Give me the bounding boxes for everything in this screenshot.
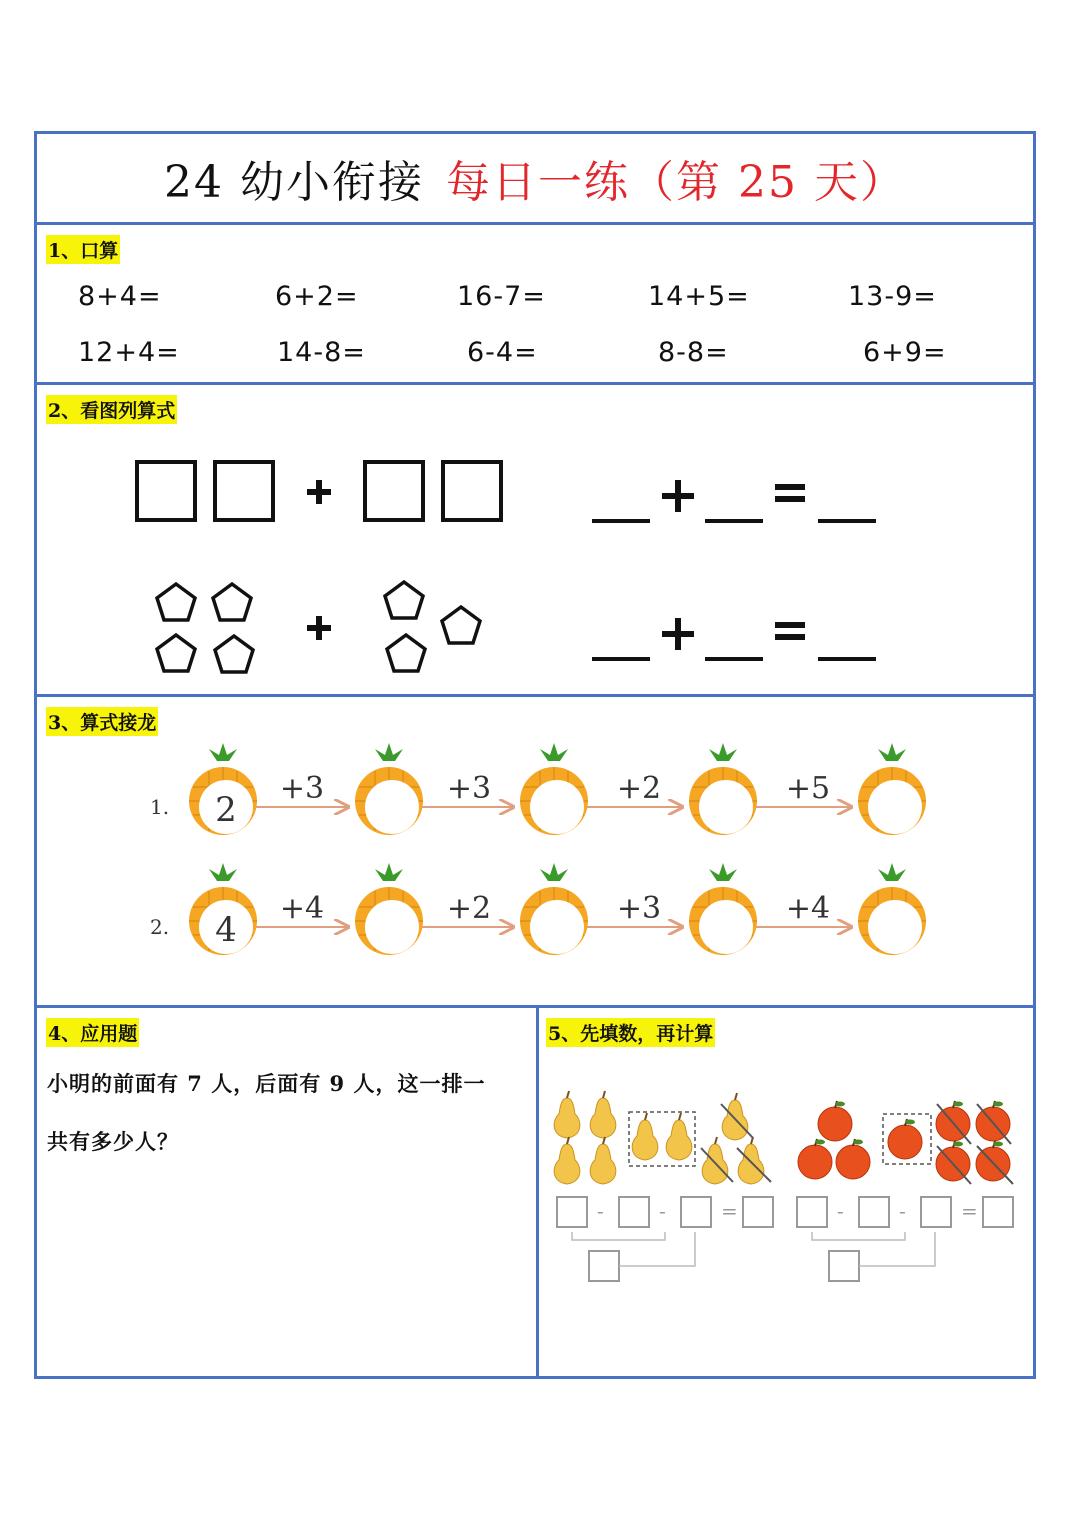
- chain-row-1: [189, 743, 926, 835]
- pentagon-shape: [213, 584, 251, 620]
- pear-icon: [554, 1137, 580, 1184]
- pentagon-shape: [157, 635, 195, 671]
- section-picture-equation: [37, 385, 1033, 697]
- blank-equation-1: [592, 480, 876, 523]
- pear-icon: [632, 1113, 658, 1160]
- answer-box[interactable]: [743, 1197, 773, 1227]
- chain-1-op: +3: [279, 771, 325, 806]
- chain-2-index: 2.: [150, 915, 170, 939]
- answer-box[interactable]: [921, 1197, 951, 1227]
- apple-icon: [936, 1101, 970, 1141]
- section-mental-math: [37, 225, 1033, 385]
- chain-2-start: 4: [215, 910, 237, 950]
- pineapple-icon: [689, 743, 757, 835]
- equals-sign: =: [721, 1199, 738, 1223]
- section-3-label: 3、算式接龙: [46, 707, 158, 736]
- title-row: [37, 134, 1033, 225]
- answer-box[interactable]: [557, 1197, 587, 1227]
- title-red: 每日一练（第 25 天）: [446, 157, 906, 208]
- pineapple-icon: [858, 863, 926, 955]
- word-problem-line-1: 小明的前面有 7 人，后面有 9 人，这一排一: [47, 1071, 486, 1096]
- pentagon-shape: [157, 584, 195, 620]
- calc-item: 14+5=: [648, 281, 750, 312]
- page-title: [37, 134, 1033, 222]
- answer-box[interactable]: [681, 1197, 711, 1227]
- square-shape: [443, 462, 501, 520]
- minus-sign: -: [837, 1199, 844, 1223]
- pear-icon: [702, 1137, 728, 1184]
- calc-item: 16-7=: [457, 281, 546, 312]
- chain-2-op: +4: [785, 891, 831, 926]
- pentagon-shape: [385, 582, 423, 618]
- chain-1-op: +2: [616, 771, 662, 806]
- apple-icon: [888, 1119, 922, 1159]
- pentagon-shape: [387, 635, 425, 671]
- word-problem-line-2: 共有多少人？: [47, 1129, 179, 1154]
- calc-item: 6-4=: [467, 337, 538, 368]
- pineapple-icon: [355, 743, 423, 835]
- equation-chain-art: [37, 697, 1033, 1005]
- calc-item: 14-8=: [277, 337, 366, 368]
- section-equation-chain: [37, 697, 1033, 1008]
- answer-box[interactable]: [589, 1251, 619, 1281]
- section-2-label: 2、看图列算式: [46, 395, 177, 424]
- chain-row-2: [189, 863, 926, 955]
- square-shape: [137, 462, 195, 520]
- pentagon-shape: [215, 636, 253, 672]
- plus-icon: [307, 616, 331, 640]
- pineapple-icon: [858, 743, 926, 835]
- section-fill-calc: [539, 1008, 1033, 1376]
- answer-box[interactable]: [619, 1197, 649, 1227]
- minus-sign: -: [597, 1199, 604, 1223]
- section-word-problem: [37, 1008, 536, 1376]
- apple-icon: [936, 1141, 970, 1181]
- pear-icon: [738, 1137, 764, 1184]
- calc-item: 8-8=: [658, 337, 729, 368]
- pentagon-shape: [442, 607, 480, 643]
- section-1-label: 1、口算: [46, 235, 120, 264]
- plus-icon: [307, 480, 331, 504]
- chain-2-op: +2: [446, 891, 492, 926]
- chain-1-start: 2: [215, 790, 237, 830]
- pineapple-icon: [520, 743, 588, 835]
- calc-item: 12+4=: [78, 337, 180, 368]
- equals-sign: =: [961, 1199, 978, 1223]
- apple-icon: [836, 1139, 870, 1179]
- section-4-label: 4、应用题: [46, 1018, 139, 1047]
- answer-box[interactable]: [829, 1251, 859, 1281]
- blank-equation-2: [592, 618, 876, 661]
- minus-sign: -: [899, 1199, 906, 1223]
- answer-box[interactable]: [859, 1197, 889, 1227]
- square-shape: [215, 462, 273, 520]
- pear-icon: [590, 1137, 616, 1184]
- chain-1-op: +3: [446, 771, 492, 806]
- fill-calc-art: [539, 1008, 1033, 1376]
- apple-icon: [818, 1101, 852, 1141]
- pineapple-icon: [355, 863, 423, 955]
- square-shape: [365, 462, 423, 520]
- picture-equation-art: [37, 385, 1033, 694]
- calc-item: 8+4=: [78, 281, 162, 312]
- pear-icon: [590, 1091, 616, 1138]
- section-5-label: 5、先填数，再计算: [546, 1018, 715, 1047]
- pear-icon: [722, 1093, 748, 1140]
- pineapple-icon: [689, 863, 757, 955]
- apple-icon: [798, 1139, 832, 1179]
- chain-1-op: +5: [785, 771, 831, 806]
- answer-box[interactable]: [983, 1197, 1013, 1227]
- minus-sign: -: [659, 1199, 666, 1223]
- chain-2-op: +3: [616, 891, 662, 926]
- answer-box[interactable]: [797, 1197, 827, 1227]
- pineapple-icon: [520, 863, 588, 955]
- calc-item: 6+2=: [275, 281, 359, 312]
- pear-icon: [666, 1113, 692, 1160]
- calc-item: 6+9=: [863, 337, 947, 368]
- apple-icon: [976, 1101, 1010, 1141]
- title-black: 24 幼小衔接: [164, 157, 424, 208]
- calc-item: 13-9=: [848, 281, 937, 312]
- chain-2-op: +4: [279, 891, 325, 926]
- worksheet: [34, 131, 1036, 1379]
- pear-icon: [554, 1091, 580, 1138]
- chain-1-index: 1.: [150, 795, 170, 819]
